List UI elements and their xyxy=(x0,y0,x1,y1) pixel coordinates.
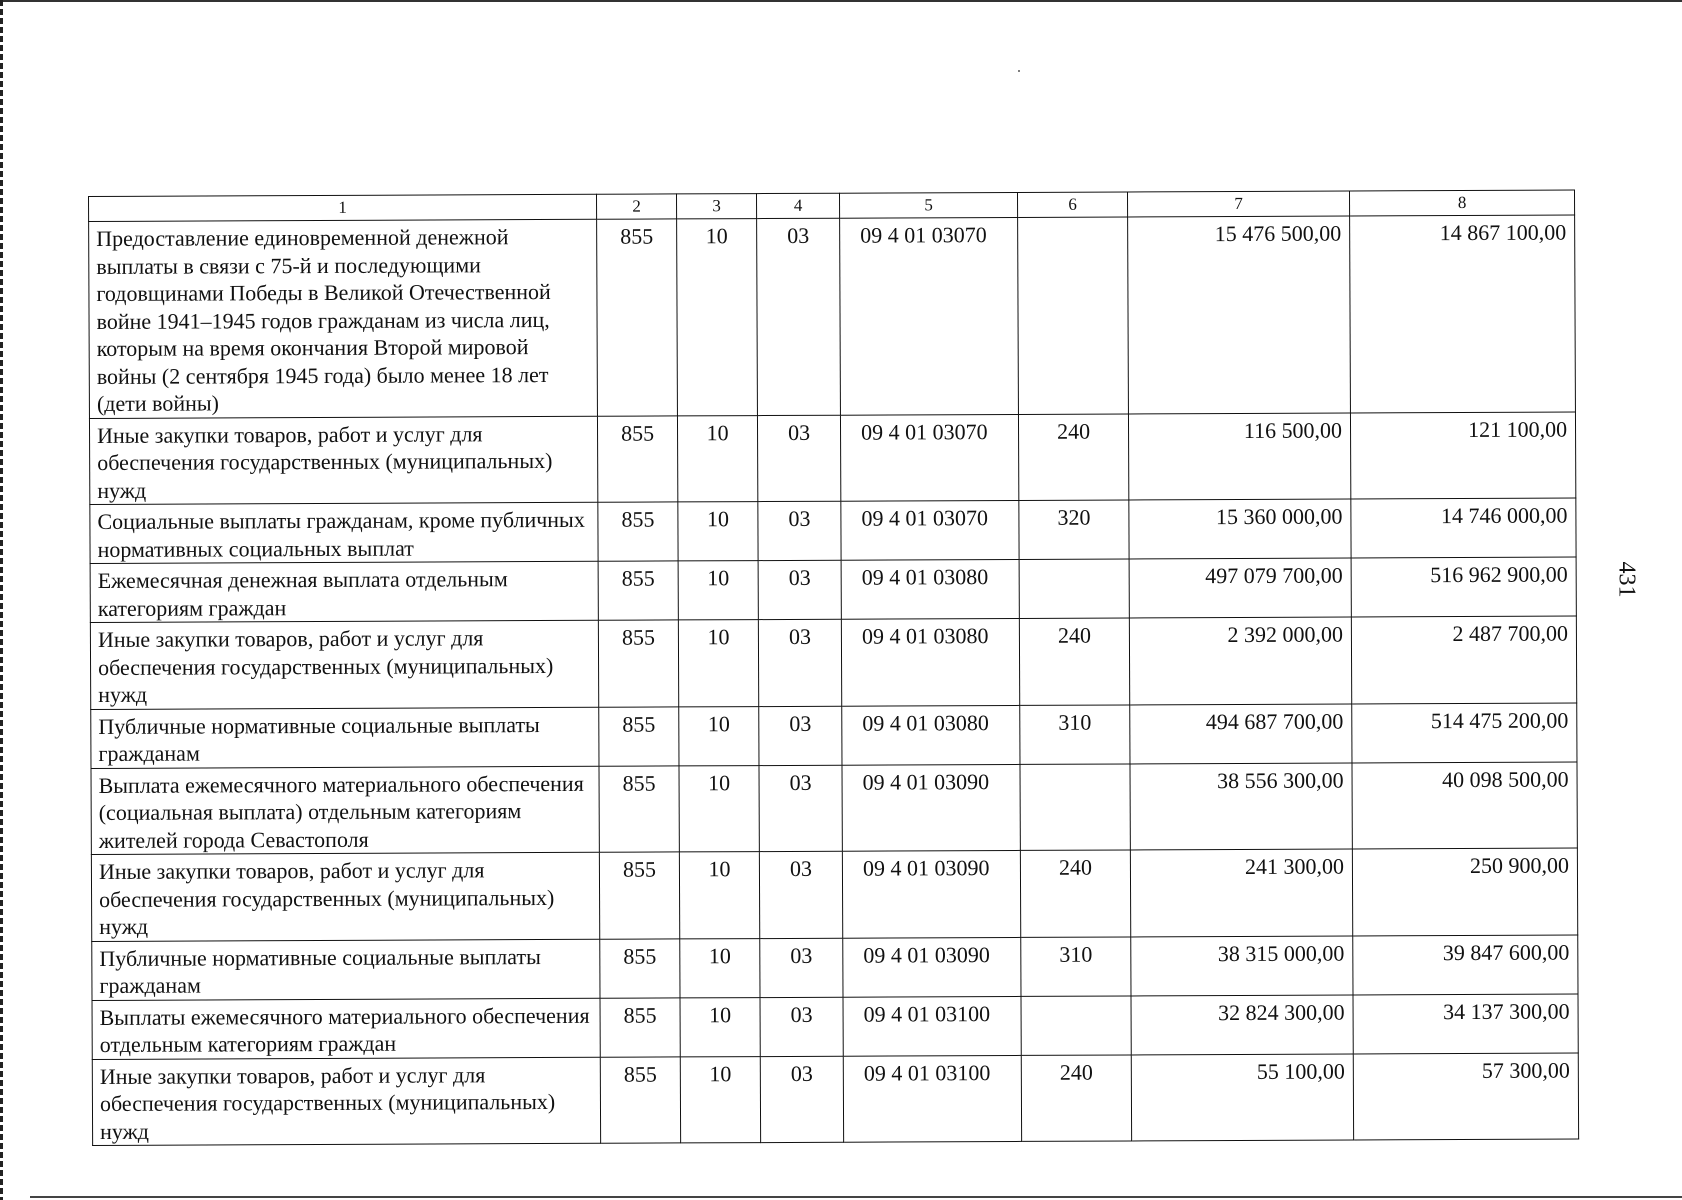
row-description: Иные закупки товаров, работ и услуг для обеспечения государственных (муниципальных) нужд xyxy=(91,852,599,941)
row-col-3: 10 xyxy=(680,997,760,1056)
row-col-2: 855 xyxy=(597,219,678,416)
row-col-4: 03 xyxy=(759,851,842,938)
scan-edge-bottom xyxy=(30,1196,1682,1198)
row-col-8: 40 098 500,00 xyxy=(1352,762,1577,849)
row-col-7: 55 100,00 xyxy=(1131,1053,1353,1140)
row-description: Выплата ежемесячного материального обеспечения (социальная выплата) отдельным категориям жителей города Севастополя xyxy=(91,766,599,855)
row-col-2: 855 xyxy=(599,852,679,939)
row-col-5: 09 4 01 03080 xyxy=(841,618,1019,705)
row-col-8: 34 137 300,00 xyxy=(1353,994,1578,1054)
row-col-5: 09 4 01 03070 xyxy=(840,217,1019,414)
row-col-6: 240 xyxy=(1019,618,1129,705)
row-col-5: 09 4 01 03070 xyxy=(840,414,1018,501)
row-col-7: 116 500,00 xyxy=(1128,412,1350,499)
table-row xyxy=(89,215,1576,418)
row-col-5: 09 4 01 03080 xyxy=(841,559,1019,619)
scan-speck xyxy=(1018,70,1020,72)
row-col-5: 09 4 01 03090 xyxy=(843,937,1021,997)
row-col-4: 03 xyxy=(757,415,840,502)
row-col-7: 32 824 300,00 xyxy=(1131,994,1353,1054)
row-description: Выплаты ежемесячного материального обеспечения отдельным категориям граждан xyxy=(92,998,600,1059)
header-col-2: 2 xyxy=(596,194,676,219)
row-col-3: 10 xyxy=(680,938,760,997)
row-col-6: 310 xyxy=(1020,704,1130,763)
row-col-6: 240 xyxy=(1018,413,1128,500)
row-col-2: 855 xyxy=(600,997,680,1056)
row-col-2: 855 xyxy=(597,415,677,502)
row-col-7: 15 476 500,00 xyxy=(1128,216,1351,413)
table-row xyxy=(91,762,1577,855)
row-col-7: 38 556 300,00 xyxy=(1130,762,1352,849)
row-description: Иные закупки товаров, работ и услуг для обеспечения государственных (муниципальных) нужд xyxy=(90,620,598,709)
row-col-6: 240 xyxy=(1020,850,1130,937)
row-col-4: 03 xyxy=(758,619,841,706)
row-col-4: 03 xyxy=(759,765,842,852)
page-number: 431 xyxy=(1613,561,1640,598)
row-col-8: 516 962 900,00 xyxy=(1351,557,1576,617)
row-col-4: 03 xyxy=(758,501,841,560)
table-row xyxy=(91,703,1577,768)
row-col-8: 2 487 700,00 xyxy=(1351,616,1576,703)
row-col-6 xyxy=(1021,995,1131,1054)
row-col-5: 09 4 01 03100 xyxy=(843,996,1021,1056)
row-col-4: 03 xyxy=(760,1056,843,1143)
scan-edge-left xyxy=(0,0,3,1200)
row-col-8: 14 746 000,00 xyxy=(1351,498,1576,558)
row-col-2: 855 xyxy=(598,502,678,561)
row-col-3: 10 xyxy=(678,620,758,707)
row-col-7: 38 315 000,00 xyxy=(1131,935,1353,995)
header-col-3: 3 xyxy=(676,194,756,219)
row-col-6 xyxy=(1020,763,1130,850)
row-description: Иные закупки товаров, работ и услуг для обеспечения государственных (муниципальных) нужд xyxy=(92,1057,600,1146)
row-col-8: 514 475 200,00 xyxy=(1352,703,1577,763)
row-col-6 xyxy=(1019,559,1129,618)
table-row xyxy=(92,994,1578,1059)
row-col-4: 03 xyxy=(760,997,843,1056)
header-col-7: 7 xyxy=(1127,191,1349,217)
table-body xyxy=(89,215,1579,1145)
row-col-6: 320 xyxy=(1019,500,1129,559)
budget-table xyxy=(88,190,1579,1146)
row-col-2: 855 xyxy=(599,765,679,852)
row-col-4: 03 xyxy=(757,218,841,415)
row-col-3: 10 xyxy=(677,415,757,502)
header-col-1: 1 xyxy=(89,194,597,221)
row-col-5: 09 4 01 03070 xyxy=(841,500,1019,560)
row-col-7: 497 079 700,00 xyxy=(1129,558,1351,618)
scan-edge-top xyxy=(0,0,1682,2)
row-col-2: 855 xyxy=(598,620,678,707)
row-col-3: 10 xyxy=(677,219,758,416)
table-row xyxy=(90,616,1576,709)
row-description: Ежемесячная денежная выплата отдельным категориям граждан xyxy=(90,561,598,622)
header-col-6: 6 xyxy=(1017,192,1127,217)
table-row xyxy=(92,1053,1578,1146)
row-col-6: 240 xyxy=(1021,1054,1131,1141)
row-col-7: 494 687 700,00 xyxy=(1130,703,1352,763)
table-row xyxy=(89,412,1575,505)
row-description: Социальные выплаты гражданам, кроме публичных нормативных социальных выплат xyxy=(90,502,598,563)
header-col-8: 8 xyxy=(1349,190,1574,216)
row-col-3: 10 xyxy=(678,502,758,561)
row-col-8: 57 300,00 xyxy=(1353,1053,1578,1140)
row-col-5: 09 4 01 03100 xyxy=(843,1055,1021,1142)
row-col-4: 03 xyxy=(758,560,841,619)
row-col-7: 15 360 000,00 xyxy=(1129,499,1351,559)
row-description: Иные закупки товаров, работ и услуг для обеспечения государственных (муниципальных) нужд xyxy=(89,416,597,505)
row-col-2: 855 xyxy=(600,938,680,997)
row-col-8: 39 847 600,00 xyxy=(1353,935,1578,995)
row-col-6 xyxy=(1018,217,1129,414)
row-col-6: 310 xyxy=(1021,936,1131,995)
row-col-3: 10 xyxy=(679,852,759,939)
row-description: Публичные нормативные социальные выплаты гражданам xyxy=(91,707,599,768)
row-col-4: 03 xyxy=(760,938,843,997)
row-col-3: 10 xyxy=(679,706,759,765)
row-col-2: 855 xyxy=(599,706,679,765)
row-col-8: 250 900,00 xyxy=(1352,848,1577,935)
row-col-3: 10 xyxy=(678,561,758,620)
row-col-2: 855 xyxy=(598,561,678,620)
row-description: Предоставление единовременной денежной выплаты в связи с 75-й и последующими годовщинами Победы в Великой Отечественной войне 1941–1945 годов гражданам из числа лиц, которым на время окончания Второй мировой войны (2 сентября 1945 года) было менее 18 лет (дети войны) xyxy=(89,219,598,418)
row-col-7: 2 392 000,00 xyxy=(1129,617,1351,704)
row-col-2: 855 xyxy=(600,1056,680,1143)
row-col-5: 09 4 01 03090 xyxy=(842,764,1020,851)
row-col-7: 241 300,00 xyxy=(1130,849,1352,936)
row-col-8: 14 867 100,00 xyxy=(1350,215,1576,412)
header-col-5: 5 xyxy=(839,192,1017,218)
row-description: Публичные нормативные социальные выплаты гражданам xyxy=(92,939,600,1000)
row-col-5: 09 4 01 03080 xyxy=(842,705,1020,765)
table-row xyxy=(92,935,1578,1000)
header-col-4: 4 xyxy=(756,193,839,218)
row-col-4: 03 xyxy=(759,706,842,765)
table-row xyxy=(91,848,1577,941)
row-col-8: 121 100,00 xyxy=(1350,412,1575,499)
table-row xyxy=(90,557,1576,622)
row-col-3: 10 xyxy=(680,1056,760,1143)
table-row xyxy=(90,498,1576,563)
row-col-3: 10 xyxy=(679,765,759,852)
row-col-5: 09 4 01 03090 xyxy=(842,850,1020,937)
